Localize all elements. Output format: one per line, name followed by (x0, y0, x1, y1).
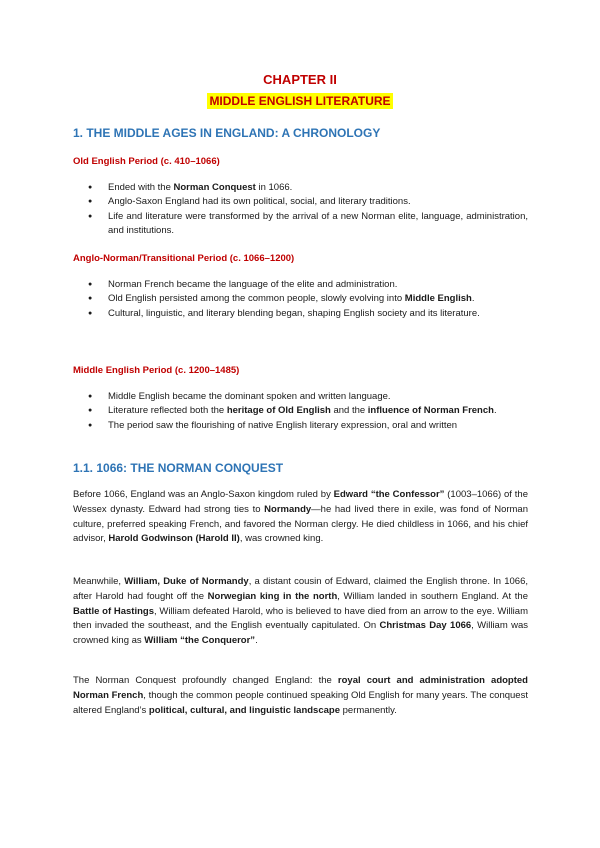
period-heading-middle-english: Middle English Period (c. 1200–1485) (73, 365, 240, 376)
section-heading-chronology: 1. THE MIDDLE AGES IN ENGLAND: A CHRONOLOGY (73, 126, 381, 140)
chapter-subtitle: MIDDLE ENGLISH LITERATURE (209, 94, 391, 108)
list-item: ● Literature reflected both the heritage of Old English and the influence of Norman French. (73, 404, 528, 418)
list-item: ● Old English persisted among the common people, slowly evolving into Middle English. (73, 292, 528, 306)
list-item: ● Norman French became the language of the elite and administration. (73, 278, 528, 292)
list-item: ● The period saw the flourishing of native English literary expression, oral and written (73, 419, 528, 433)
period-heading-old-english: Old English Period (c. 410–1066) (73, 156, 220, 167)
list-item: ● Life and literature were transformed by the arrival of a new Norman elite, language, administration, and institutions. (73, 210, 528, 239)
paragraph-william: Meanwhile, William, Duke of Normandy, a distant cousin of Edward, claimed the English throne. In 1066, after Harold had fought off the Norwegian king in the north, William landed in southern England. At the Battle of Hastings, William defeated Harold, who is believed to have died from an arrow to the eye. William then invaded the southeast, and the English eventually capitulated. On Christmas Day 1066, William was crowned king as William “the Conqueror”. (73, 576, 528, 647)
list-item: ● Anglo-Saxon England had its own political, social, and literary traditions. (73, 195, 528, 209)
list-item: ● Ended with the Norman Conquest in 1066. (73, 181, 528, 195)
bullet-list-old-english (73, 181, 528, 239)
paragraph-impact: The Norman Conquest profoundly changed England: the royal court and administration adopted Norman French, though the common people continued speaking Old English for many years. The conquest altered England’s political, cultural, and linguistic landscape permanently. (73, 675, 528, 716)
list-item: ● Cultural, linguistic, and literary blending began, shaping English society and its literature. (73, 307, 528, 321)
list-item: ● Middle English became the dominant spoken and written language. (73, 390, 528, 404)
chapter-title: CHAPTER II (263, 72, 337, 87)
bullet-list-middle-english (73, 390, 528, 433)
bullet-list-anglo-norman (73, 278, 528, 321)
chapter-subtitle-wrap (0, 92, 600, 110)
period-heading-anglo-norman: Anglo-Norman/Transitional Period (c. 1066–1200) (73, 253, 295, 264)
paragraph-before-1066: Before 1066, England was an Anglo-Saxon kingdom ruled by Edward “the Confessor” (1003–1066) of the Wessex dynasty. Edward had strong ties to Normandy—he had lived there in exile, was fond of Norman culture, preferred speaking French, and favored the Norman clergy. He died childless in 1066, and his chief advisor, Harold Godwinson (Harold II), was crowned king. (73, 489, 528, 545)
section-heading-norman-conquest: 1.1. 1066: THE NORMAN CONQUEST (73, 461, 284, 475)
